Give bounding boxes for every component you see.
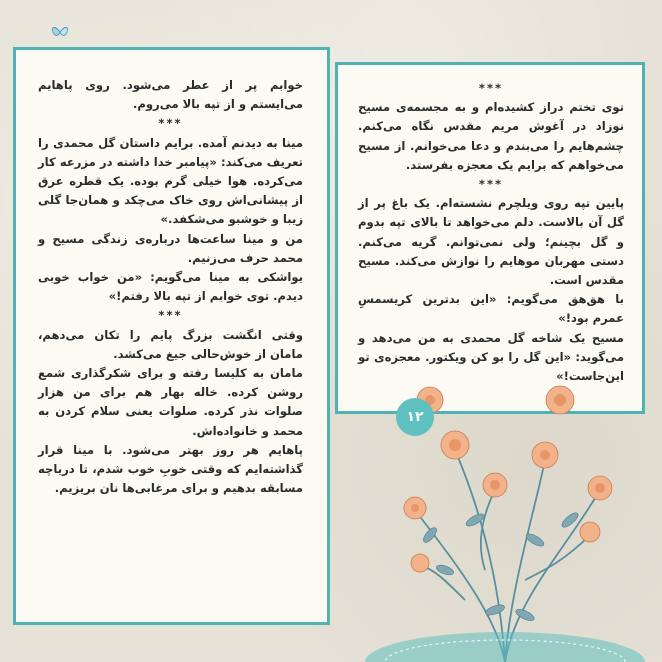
paragraph: من و مینا ساعت‌ها درباره‌ی زندگی مسیح و محمد حرف می‌زنیم. [38, 231, 303, 265]
left-column-text [38, 76, 303, 498]
left-text-panel [13, 47, 330, 625]
paragraph: خوابم پر از عطر می‌شود. روی پاهایم می‌ایستم و از تپه بالا می‌روم. [38, 78, 303, 112]
paragraph: مینا به دیدنم آمده. برایم داستان گل محمدی را تعریف می‌کند: «پیامبر خدا داشته در مزرعه کار می‌کرده. هوا خیلی گرم بوده. یک قطره عرق از پیشانی‌اش روی خاک می‌چکد و همان‌جا گلی زیبا و خوشبو می‌شکفد.» [38, 135, 303, 227]
right-column-text [358, 79, 624, 386]
paragraph: یواشکی به مینا می‌گویم: «من خواب خوبی دیدم. توی خوابم از تپه بالا رفتم!» [38, 270, 303, 304]
paragraph: مامان به کلیسا رفته و برای شکرگذاری شمع روشن کرده. خاله بهار هم برای من هزار صلوات نذر کرده. صلوات یعنی سلام کردن به محمد و خانواده‌اش. [38, 366, 303, 438]
paragraph: پاهایم هر روز بهتر می‌شود. با مینا قرار گذاشته‌ایم که وقتی خوبِ خوب شدم، تا دریاچه مسابقه بدهیم و برای مرغابی‌ها نان بریزیم. [38, 442, 303, 496]
paragraph: پایین تپه روی ویلچرم نشسته‌ام. یک باغ پر از گل آن بالاست. دلم می‌خواهد تا بالای تپه بدوم و گل بچینم؛ ولی نمی‌توانم. گریه می‌کنم. دستی مهربان موهایم را نوازش می‌کند. مسیح مقدس است. [358, 196, 624, 288]
section-separator: *** [158, 308, 183, 323]
right-text-panel [335, 62, 645, 414]
paragraph: با هق‌هق می‌گویم: «این بدترین کریسمسِ عمرم بود!» [358, 292, 624, 326]
section-separator: *** [478, 81, 504, 95]
paragraph: مسیح یک شاخه گل محمدی به من می‌دهد و می‌گوید: «این گل را بو کن ویکتور. معجزه‌ی تو این‌جاست!» [358, 330, 624, 384]
section-separator: *** [478, 177, 504, 192]
section-separator: *** [158, 116, 183, 131]
page-number: ۱۲ [396, 398, 434, 436]
butterfly-icon [50, 22, 70, 42]
paragraph: وقتی انگشت بزرگ پایم را تکان می‌دهم، مامان از خوش‌حالی جیغ می‌کشد. [38, 327, 303, 361]
flower-illustration [335, 370, 662, 662]
paragraph: توی تختم دراز کشیده‌ام و به مجسمه‌ی مسیح نوزاد در آغوش مریم مقدس نگاه می‌کنم. چشم‌هایم را می‌بندم و دعا می‌خوانم. از مسیح می‌خواهم که برایم یک معجزه بفرستد. [358, 100, 624, 172]
